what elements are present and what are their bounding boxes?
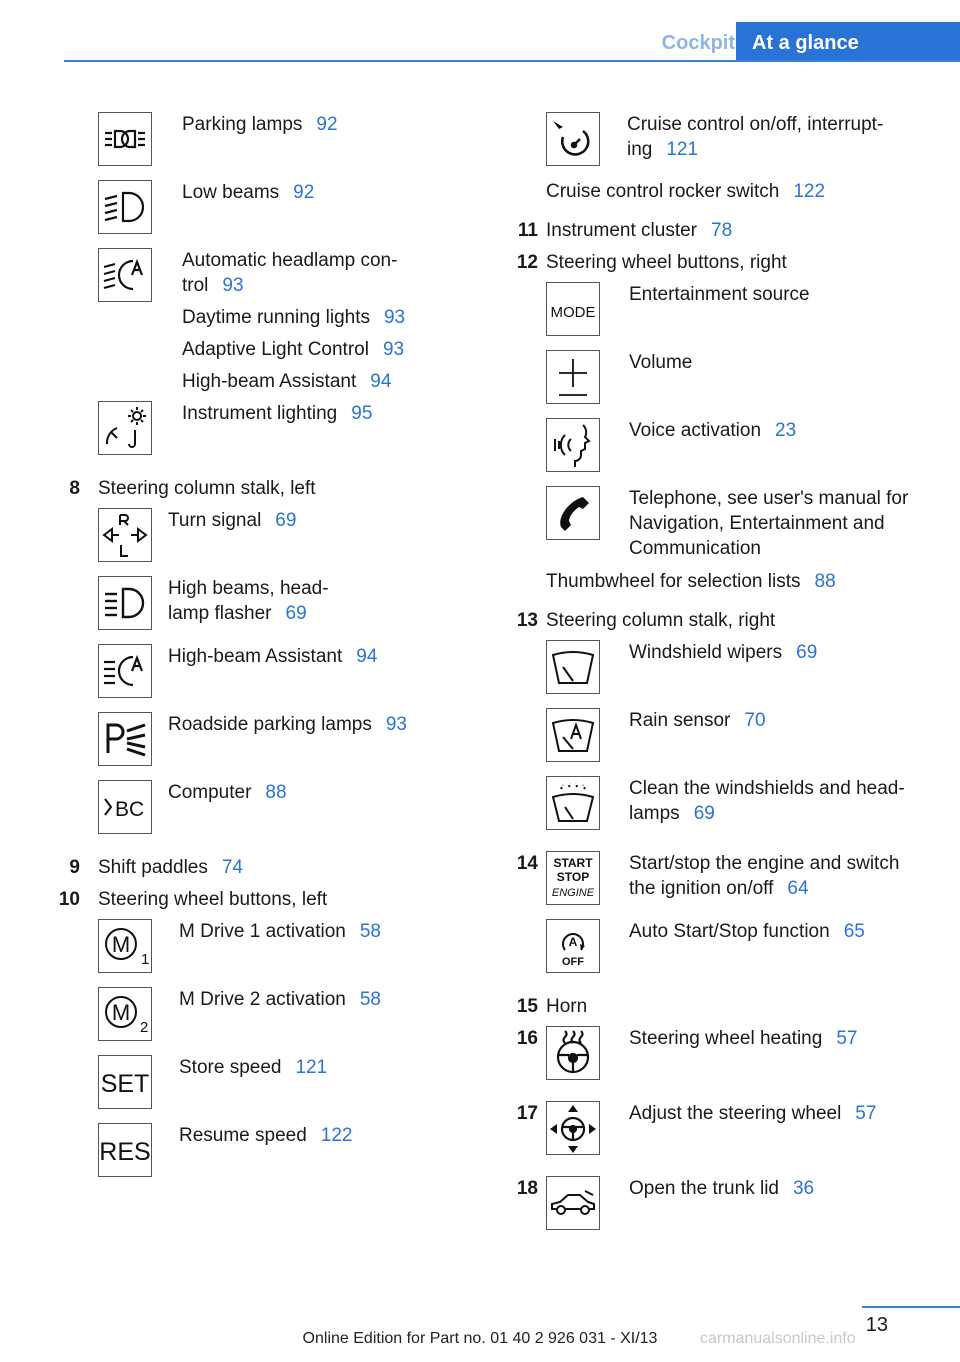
auto-headlamp-page-ref[interactable]: 93 xyxy=(222,275,244,296)
high-beam-assistant-entry-a xyxy=(182,369,391,394)
item-number-16: 16 xyxy=(516,1028,538,1049)
high-beam-assistant-icon xyxy=(98,644,152,698)
header-rule xyxy=(64,60,960,62)
auto-start-stop-page-ref[interactable]: 65 xyxy=(843,921,865,942)
parking-lamps-icon xyxy=(98,112,152,166)
steering-heating-entry xyxy=(629,1026,857,1051)
item-number-13: 13 xyxy=(516,610,538,631)
m-drive-1-icon-text: M xyxy=(111,932,131,957)
instrument-lighting-entry xyxy=(182,401,372,426)
high-beam-assistant-entry-b xyxy=(168,644,377,669)
mode-icon xyxy=(546,282,600,336)
steering-heating-label: Steering wheel heating xyxy=(629,1028,823,1049)
rocker-switch-label: Cruise control rocker switch xyxy=(546,181,780,202)
item-11-title: Instrument cluster xyxy=(546,220,697,241)
start-stop-entry-line2 xyxy=(629,876,809,901)
washer-icon xyxy=(546,776,600,830)
m-drive-2-icon-sub: 2 xyxy=(140,1019,149,1036)
start-stop-label-line2: the ignition on/off xyxy=(629,878,774,899)
adaptive-light-page-ref[interactable]: 93 xyxy=(382,339,405,360)
steering-adjust-icon xyxy=(546,1101,600,1155)
instrument-lighting-page-ref[interactable]: 95 xyxy=(351,403,373,424)
high-beams-label-line1: High beams, head- xyxy=(168,578,329,599)
resume-speed-entry xyxy=(179,1123,353,1148)
item-8-title: Steering column stalk, left xyxy=(98,478,316,499)
item-9-entry xyxy=(98,855,243,880)
low-beams-icon xyxy=(98,180,152,234)
computer-bc-icon-text: BC xyxy=(115,798,145,821)
rain-sensor-icon xyxy=(546,708,600,762)
roadside-parking-icon xyxy=(98,712,152,766)
auto-ss-icon-text-1: A xyxy=(568,935,578,949)
edition-note: Online Edition for Part no. 01 40 2 926 031 - XI/13 xyxy=(302,1330,658,1347)
instrument-lighting-label: Instrument lighting xyxy=(182,403,338,424)
start-stop-label-line1: Start/stop the engine and switch xyxy=(629,853,900,874)
wipers-label: Windshield wipers xyxy=(629,642,783,663)
m-drive-2-page-ref[interactable]: 58 xyxy=(359,989,381,1010)
computer-bc-icon xyxy=(98,780,152,834)
m-drive-1-icon xyxy=(98,919,152,973)
trunk-page-ref[interactable]: 36 xyxy=(792,1178,815,1199)
thumbwheel-page-ref[interactable]: 88 xyxy=(814,571,836,592)
auto-headlamp-label-line2: trol xyxy=(182,275,209,296)
computer-page-ref[interactable]: 88 xyxy=(265,782,287,803)
wipers-page-ref[interactable]: 69 xyxy=(796,642,818,663)
item-13-title: Steering column stalk, right xyxy=(546,610,776,631)
cruise-control-icon xyxy=(546,112,600,166)
adaptive-light-entry xyxy=(182,337,404,362)
steering-heating-icon xyxy=(546,1026,600,1080)
daytime-running-entry xyxy=(182,305,405,330)
telephone-icon xyxy=(546,486,600,540)
store-speed-label: Store speed xyxy=(179,1057,282,1078)
item-10-title: Steering wheel buttons, left xyxy=(98,889,328,910)
start-stop-icon-text-1: START xyxy=(553,856,593,870)
item-number-11: 11 xyxy=(517,220,538,241)
roadside-parking-entry xyxy=(168,712,407,737)
res-icon xyxy=(98,1123,152,1177)
res-icon-text: RES xyxy=(99,1138,151,1166)
telephone-label-line2: Navigation, Entertainment and xyxy=(629,513,885,534)
volume-icon xyxy=(546,350,600,404)
daytime-running-label: Daytime running lights xyxy=(182,307,370,328)
m-drive-2-label: M Drive 2 activation xyxy=(179,989,346,1010)
item-number-14: 14 xyxy=(516,853,538,874)
auto-start-stop-label: Auto Start/Stop function xyxy=(629,921,830,942)
computer-label: Computer xyxy=(168,782,252,803)
auto-ss-icon-text-2: OFF xyxy=(562,956,584,968)
low-beams-entry xyxy=(182,180,314,205)
high-beams-label-line2: lamp flasher xyxy=(168,603,272,624)
m-drive-1-icon-sub: 1 xyxy=(141,951,150,968)
item-number-10: 10 xyxy=(58,889,80,910)
m-drive-1-page-ref[interactable]: 58 xyxy=(359,921,381,942)
m-drive-2-icon-text: M xyxy=(111,1000,131,1025)
auto-headlamp-entry-line2 xyxy=(182,273,244,298)
resume-speed-page-ref[interactable]: 122 xyxy=(320,1125,353,1146)
rocker-switch-entry xyxy=(546,179,825,204)
turn-signal-icon xyxy=(98,508,152,562)
instrument-lighting-icon xyxy=(98,401,152,455)
steering-adjust-label: Adjust the steering wheel xyxy=(629,1103,842,1124)
start-stop-icon xyxy=(546,851,600,905)
item-9-title: Shift paddles xyxy=(98,857,208,878)
voice-activation-entry xyxy=(629,418,796,443)
high-beam-assistant-label-a: High-beam Assistant xyxy=(182,371,357,392)
daytime-running-page-ref[interactable]: 93 xyxy=(383,307,406,328)
thumbwheel-label: Thumbwheel for selection lists xyxy=(546,571,801,592)
trunk-icon xyxy=(546,1176,600,1230)
trunk-entry xyxy=(629,1176,814,1201)
start-stop-icon-text-2: STOP xyxy=(556,870,590,884)
watermark: carmanualsonline.info xyxy=(700,1330,856,1347)
high-beams-page-ref[interactable]: 69 xyxy=(285,603,307,624)
washer-page-ref[interactable]: 69 xyxy=(693,803,715,824)
adaptive-light-label: Adaptive Light Control xyxy=(182,339,369,360)
shift-paddles-page-ref[interactable]: 74 xyxy=(221,857,243,878)
washer-label-line2: lamps xyxy=(629,803,680,824)
parking-lamps-page-ref[interactable]: 92 xyxy=(316,114,338,135)
page-number: 13 xyxy=(865,1314,888,1336)
trunk-label: Open the trunk lid xyxy=(629,1178,779,1199)
high-beam-assistant-label-b: High-beam Assistant xyxy=(168,646,343,667)
start-stop-page-ref[interactable]: 64 xyxy=(787,878,809,899)
turn-signal-label: Turn signal xyxy=(168,510,262,531)
item-number-8: 8 xyxy=(69,478,80,499)
start-stop-icon-text-3: ENGINE xyxy=(551,887,595,899)
rain-sensor-entry xyxy=(629,708,766,733)
roadside-parking-page-ref[interactable]: 93 xyxy=(385,714,407,735)
telephone-label-line1: Telephone, see user's manual for xyxy=(629,488,909,509)
high-beams-entry-line2 xyxy=(168,601,307,626)
computer-entry xyxy=(168,780,287,805)
mode-icon-text: MODE xyxy=(550,304,596,321)
cruise-control-page-ref[interactable]: 121 xyxy=(666,139,699,160)
item-number-9: 9 xyxy=(69,857,80,878)
roadside-parking-label: Roadside parking lamps xyxy=(168,714,372,735)
auto-start-stop-entry xyxy=(629,919,865,944)
header-tab-at-a-glance[interactable]: At a glance xyxy=(736,22,960,62)
washer-label-line1: Clean the windshields and head- xyxy=(629,778,905,799)
rain-sensor-page-ref[interactable]: 70 xyxy=(744,710,766,731)
item-number-18: 18 xyxy=(516,1178,538,1199)
m-drive-1-entry xyxy=(179,919,381,944)
set-icon xyxy=(98,1055,152,1109)
m-drive-2-icon xyxy=(98,987,152,1041)
item-number-12: 12 xyxy=(516,252,538,273)
item-11-entry xyxy=(546,218,732,243)
cruise-control-entry-line2 xyxy=(627,137,698,162)
rain-sensor-label: Rain sensor xyxy=(629,710,731,731)
auto-headlamp-label-line1: Automatic headlamp con- xyxy=(182,250,398,271)
store-speed-page-ref[interactable]: 121 xyxy=(295,1057,328,1078)
telephone-label-line3: Communication xyxy=(629,538,761,559)
volume-label: Volume xyxy=(629,352,693,373)
high-beams-icon xyxy=(98,576,152,630)
header-section-cockpit[interactable]: Cockpit xyxy=(661,32,735,54)
low-beams-label: Low beams xyxy=(182,182,280,203)
item-number-17: 17 xyxy=(516,1103,538,1124)
steering-adjust-entry xyxy=(629,1101,876,1126)
turn-signal-page-ref[interactable]: 69 xyxy=(275,510,297,531)
washer-entry-line2 xyxy=(629,801,715,826)
cruise-control-label-line1: Cruise control on/off, interrupt- xyxy=(627,114,884,135)
thumbwheel-entry xyxy=(546,569,836,594)
store-speed-entry xyxy=(179,1055,327,1080)
set-icon-text: SET xyxy=(100,1070,150,1098)
auto-headlamp-icon xyxy=(98,248,152,302)
cruise-control-label-line2: ing xyxy=(627,139,653,160)
steering-heating-page-ref[interactable]: 57 xyxy=(836,1028,858,1049)
item-15-title: Horn xyxy=(546,996,588,1017)
parking-lamps-entry xyxy=(182,112,338,137)
high-beam-assistant-page-ref-b[interactable]: 94 xyxy=(356,646,378,667)
m-drive-2-entry xyxy=(179,987,381,1012)
wipers-entry xyxy=(629,640,817,665)
instrument-cluster-page-ref[interactable]: 78 xyxy=(711,220,733,241)
parking-lamps-label: Parking lamps xyxy=(182,114,303,135)
voice-activation-label: Voice activation xyxy=(629,420,762,441)
resume-speed-label: Resume speed xyxy=(179,1125,307,1146)
m-drive-1-label: M Drive 1 activation xyxy=(179,921,346,942)
rocker-switch-page-ref[interactable]: 122 xyxy=(793,181,826,202)
footer-rule xyxy=(862,1306,960,1308)
auto-start-stop-off-icon xyxy=(546,919,600,973)
item-number-15: 15 xyxy=(516,996,538,1017)
turn-signal-entry xyxy=(168,508,296,533)
voice-activation-page-ref[interactable]: 23 xyxy=(775,420,797,441)
item-12-title: Steering wheel buttons, right xyxy=(546,252,787,273)
entertainment-source-label: Entertainment source xyxy=(629,284,810,305)
voice-activation-icon xyxy=(546,418,600,472)
steering-adjust-page-ref[interactable]: 57 xyxy=(855,1103,877,1124)
high-beam-assistant-page-ref-a[interactable]: 94 xyxy=(370,371,392,392)
wiper-icon xyxy=(546,640,600,694)
low-beams-page-ref[interactable]: 92 xyxy=(293,182,315,203)
